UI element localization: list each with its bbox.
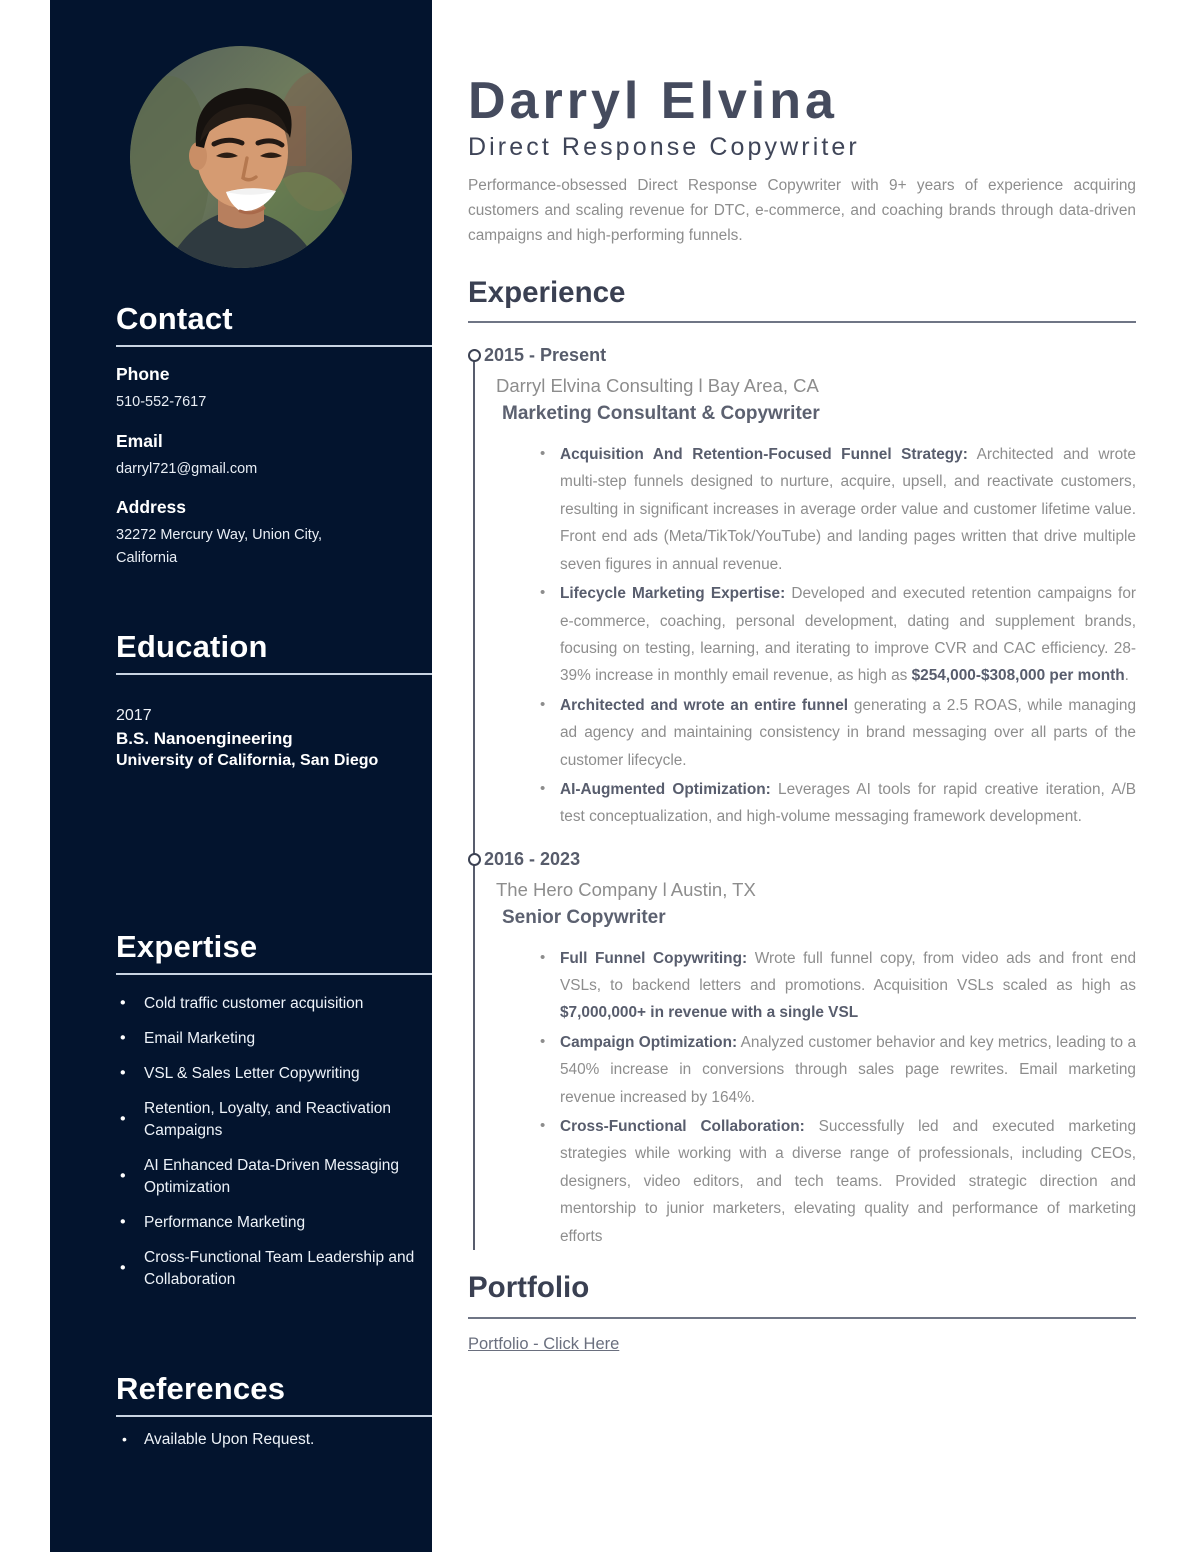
portfolio-section [468, 1272, 1136, 1353]
profile-photo-image [130, 46, 352, 268]
job-title: Marketing Consultant & Copywriter [502, 403, 820, 424]
address-value: 32272 Mercury Way, Union City, California [116, 527, 323, 566]
experience-timeline [468, 345, 1136, 1250]
experience-heading: Experience [468, 275, 626, 309]
list-item: • VSL & Sales Letter Copywriting [116, 1063, 432, 1085]
experience-divider [468, 321, 1136, 323]
list-item: • Cold traffic customer acquisition [116, 993, 432, 1015]
list-item: • AI Enhanced Data-Driven Messaging Optimization [116, 1155, 432, 1199]
job-date: 2015 - Present [484, 345, 607, 366]
job-organization: The Hero Company l Austin, TX [496, 878, 756, 900]
references-section [116, 1372, 432, 1449]
email-value: darryl721@gmail.com [116, 460, 258, 477]
timeline-dot-icon [468, 349, 481, 362]
address-label: Address [116, 497, 187, 518]
education-degree: B.S. Nanoengineering [116, 729, 293, 749]
job-organization: Darryl Elvina Consulting l Bay Area, CA [496, 375, 819, 396]
list-item: • Lifecycle Marketing Expertise: Developed and executed retention campaigns for e-commerce, coaching, personal development, dating and supplement brands, focusing on testing, learning, and iterating to improve CVR and CAC efficiency. 28-39% increase in monthly email revenue, as high as $254,000-$308,000 per month. [540, 580, 1136, 690]
expertise-section [116, 930, 432, 1304]
sidebar [50, 0, 432, 1552]
expertise-list [116, 993, 432, 1291]
job-bullets [540, 945, 1136, 1251]
contact-heading: Contact [116, 301, 233, 336]
education-section [116, 630, 432, 770]
education-heading: Education [116, 629, 268, 664]
list-item: • Acquisition And Retention-Focused Funnel Strategy: Architected and wrote multi-step funnels designed to nurture, acquire, upsell, and reactivate customers, resulting in significant increases in average order value and customer lifetime value. Front end ads (Meta/TikTok/YouTube) and landing pages written that drive multiple seven figures in annual revenue. [540, 441, 1136, 578]
list-item: • Cross-Functional Team Leadership and Collaboration [116, 1247, 432, 1291]
experience-entry [484, 345, 1136, 831]
list-item: • Performance Marketing [116, 1212, 432, 1234]
list-item: • Campaign Optimization: Analyzed customer behavior and key metrics, leading to a 540% increase in conversions through sales page rewrites. Email marketing revenue increased by 164%. [540, 1029, 1136, 1111]
expertise-divider [116, 973, 432, 975]
list-item: • Full Funnel Copywriting: Wrote full funnel copy, from video ads and front end VSLs, to backend letters and promotions. Acquisition VSLs scaled as high as $7,000,000+ in revenue with a single VSL [540, 945, 1136, 1027]
contact-divider [116, 345, 432, 347]
phone-label: Phone [116, 364, 170, 385]
references-divider [116, 1415, 432, 1417]
job-bullets [540, 441, 1136, 831]
education-year: 2017 [116, 707, 152, 725]
education-school: University of California, San Diego [116, 752, 379, 770]
list-item: • Architected and wrote an entire funnel generating a 2.5 ROAS, while managing ad agency and maintaining consistency in brand messaging over all parts of the customer lifecycle. [540, 692, 1136, 774]
education-divider [116, 673, 432, 675]
profile-photo-wrapper [50, 46, 432, 273]
timeline-line [473, 353, 475, 1250]
contact-section [116, 302, 432, 569]
portfolio-link[interactable]: Portfolio - Click Here [468, 1334, 620, 1353]
profile-photo [130, 46, 352, 268]
page-title: Darryl Elvina [468, 72, 838, 130]
email-label: Email [116, 430, 163, 451]
expertise-heading: Expertise [116, 929, 258, 964]
job-role-subtitle: Direct Response Copywriter [468, 133, 860, 162]
list-item: • AI-Augmented Optimization: Leverages AI tools for rapid creative iteration, A/B test conceptualization, and high-volume messaging framework development. [540, 776, 1136, 831]
experience-entry [484, 849, 1136, 1250]
list-item: • Available Upon Request. [116, 1431, 432, 1449]
references-list [116, 1431, 432, 1449]
portfolio-heading: Portfolio [468, 1271, 590, 1305]
experience-section [468, 277, 1136, 1250]
list-item: • Email Marketing [116, 1028, 432, 1050]
job-title: Senior Copywriter [502, 906, 666, 928]
list-item: • Cross-Functional Collaboration: Successfully led and executed marketing strategies while working with a diverse range of professionals, including CEOs, designers, video editors, and tech teams. Provided strategic direction and mentorship to junior marketers, elevating quality and performance of marketing efforts [540, 1113, 1136, 1250]
main-column [468, 0, 1136, 1354]
phone-value: 510-552-7617 [116, 394, 207, 411]
job-date: 2016 - 2023 [484, 848, 581, 869]
list-item: • Retention, Loyalty, and Reactivation Campaigns [116, 1098, 432, 1142]
references-heading: References [116, 1371, 286, 1406]
portfolio-divider [468, 1317, 1136, 1319]
timeline-dot-icon [468, 853, 481, 866]
profile-summary: Performance-obsessed Direct Response Copywriter with 9+ years of experience acquiring customers and scaling revenue for DTC, e-commerce, and coaching brands through data-driven campaigns and high-performing funnels. [468, 177, 1136, 245]
